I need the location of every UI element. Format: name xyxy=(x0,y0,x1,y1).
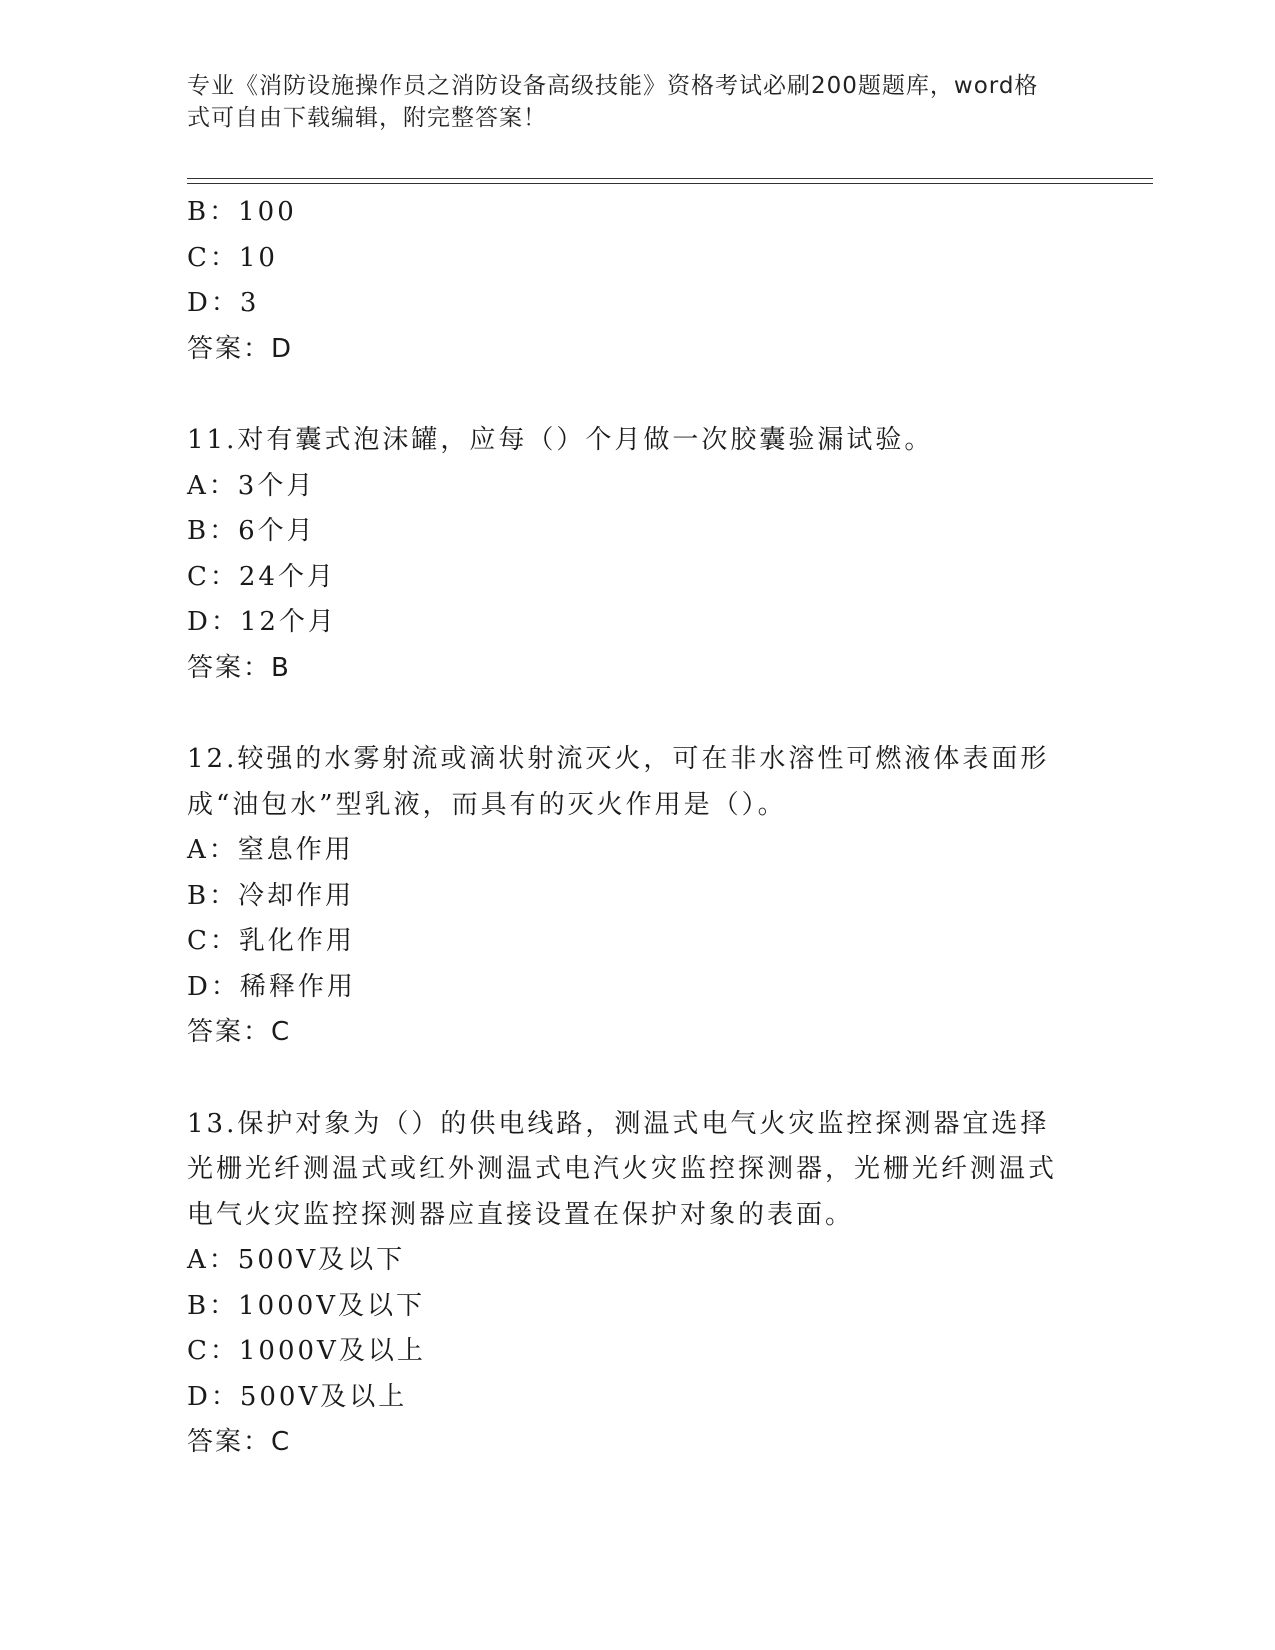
question-text: 13.保护对象为（）的供电线路，测温式电气火灾监控探测器宜选择光栅光纤测温式或红外测温式电汽火灾监控探测器，光栅光纤测温式电气火灾监控探测器应直接设置在保护对象的表面。 xyxy=(187,1108,1058,1230)
answer: 答案：B xyxy=(187,652,291,683)
option-b: B：冷却作用 xyxy=(187,880,355,911)
option-a: A：窒息作用 xyxy=(187,835,354,865)
option-c: C：1000V及以上 xyxy=(187,1336,426,1366)
document-header xyxy=(187,70,1077,134)
question-11 xyxy=(187,418,1087,691)
option-b: B：100 xyxy=(187,197,297,227)
header-line-1: 专业《消防设施操作员之消防设备高级技能》资格考试必刷200题题库，word格 xyxy=(187,73,1039,99)
option-d: D：500V及以上 xyxy=(187,1381,408,1412)
option-a: A：3个月 xyxy=(187,470,316,501)
option-d: D：12个月 xyxy=(187,607,337,637)
option-d: D：3 xyxy=(187,288,260,318)
answer: 答案：C xyxy=(187,1427,292,1457)
option-b: B：6个月 xyxy=(187,516,316,546)
option-d: D：稀释作用 xyxy=(187,971,356,1002)
question-12 xyxy=(187,737,1087,1056)
question-list xyxy=(187,190,1087,1466)
answer: 答案：C xyxy=(187,1017,292,1047)
header-divider-top xyxy=(187,178,1153,179)
question-text: 11.对有囊式泡沫罐，应每（）个月做一次胶囊验漏试验。 xyxy=(187,425,934,455)
option-c: C：24个月 xyxy=(187,561,336,592)
answer: 答案：D xyxy=(187,333,294,364)
header-line-2: 式可自由下载编辑，附完整答案！ xyxy=(187,105,547,131)
option-b: B：1000V及以下 xyxy=(187,1290,426,1321)
header-divider-bottom xyxy=(187,183,1153,184)
option-a: A：500V及以下 xyxy=(187,1245,406,1275)
option-c: C：乳化作用 xyxy=(187,926,355,956)
option-c: C：10 xyxy=(187,242,278,273)
question-fragment xyxy=(187,190,1087,372)
question-13 xyxy=(187,1102,1087,1466)
question-text: 12.较强的水雾射流或滴状射流灭火，可在非水溶性可燃液体表面形成“油包水”型乳液，而具有的灭火作用是（）。 xyxy=(187,744,1050,820)
